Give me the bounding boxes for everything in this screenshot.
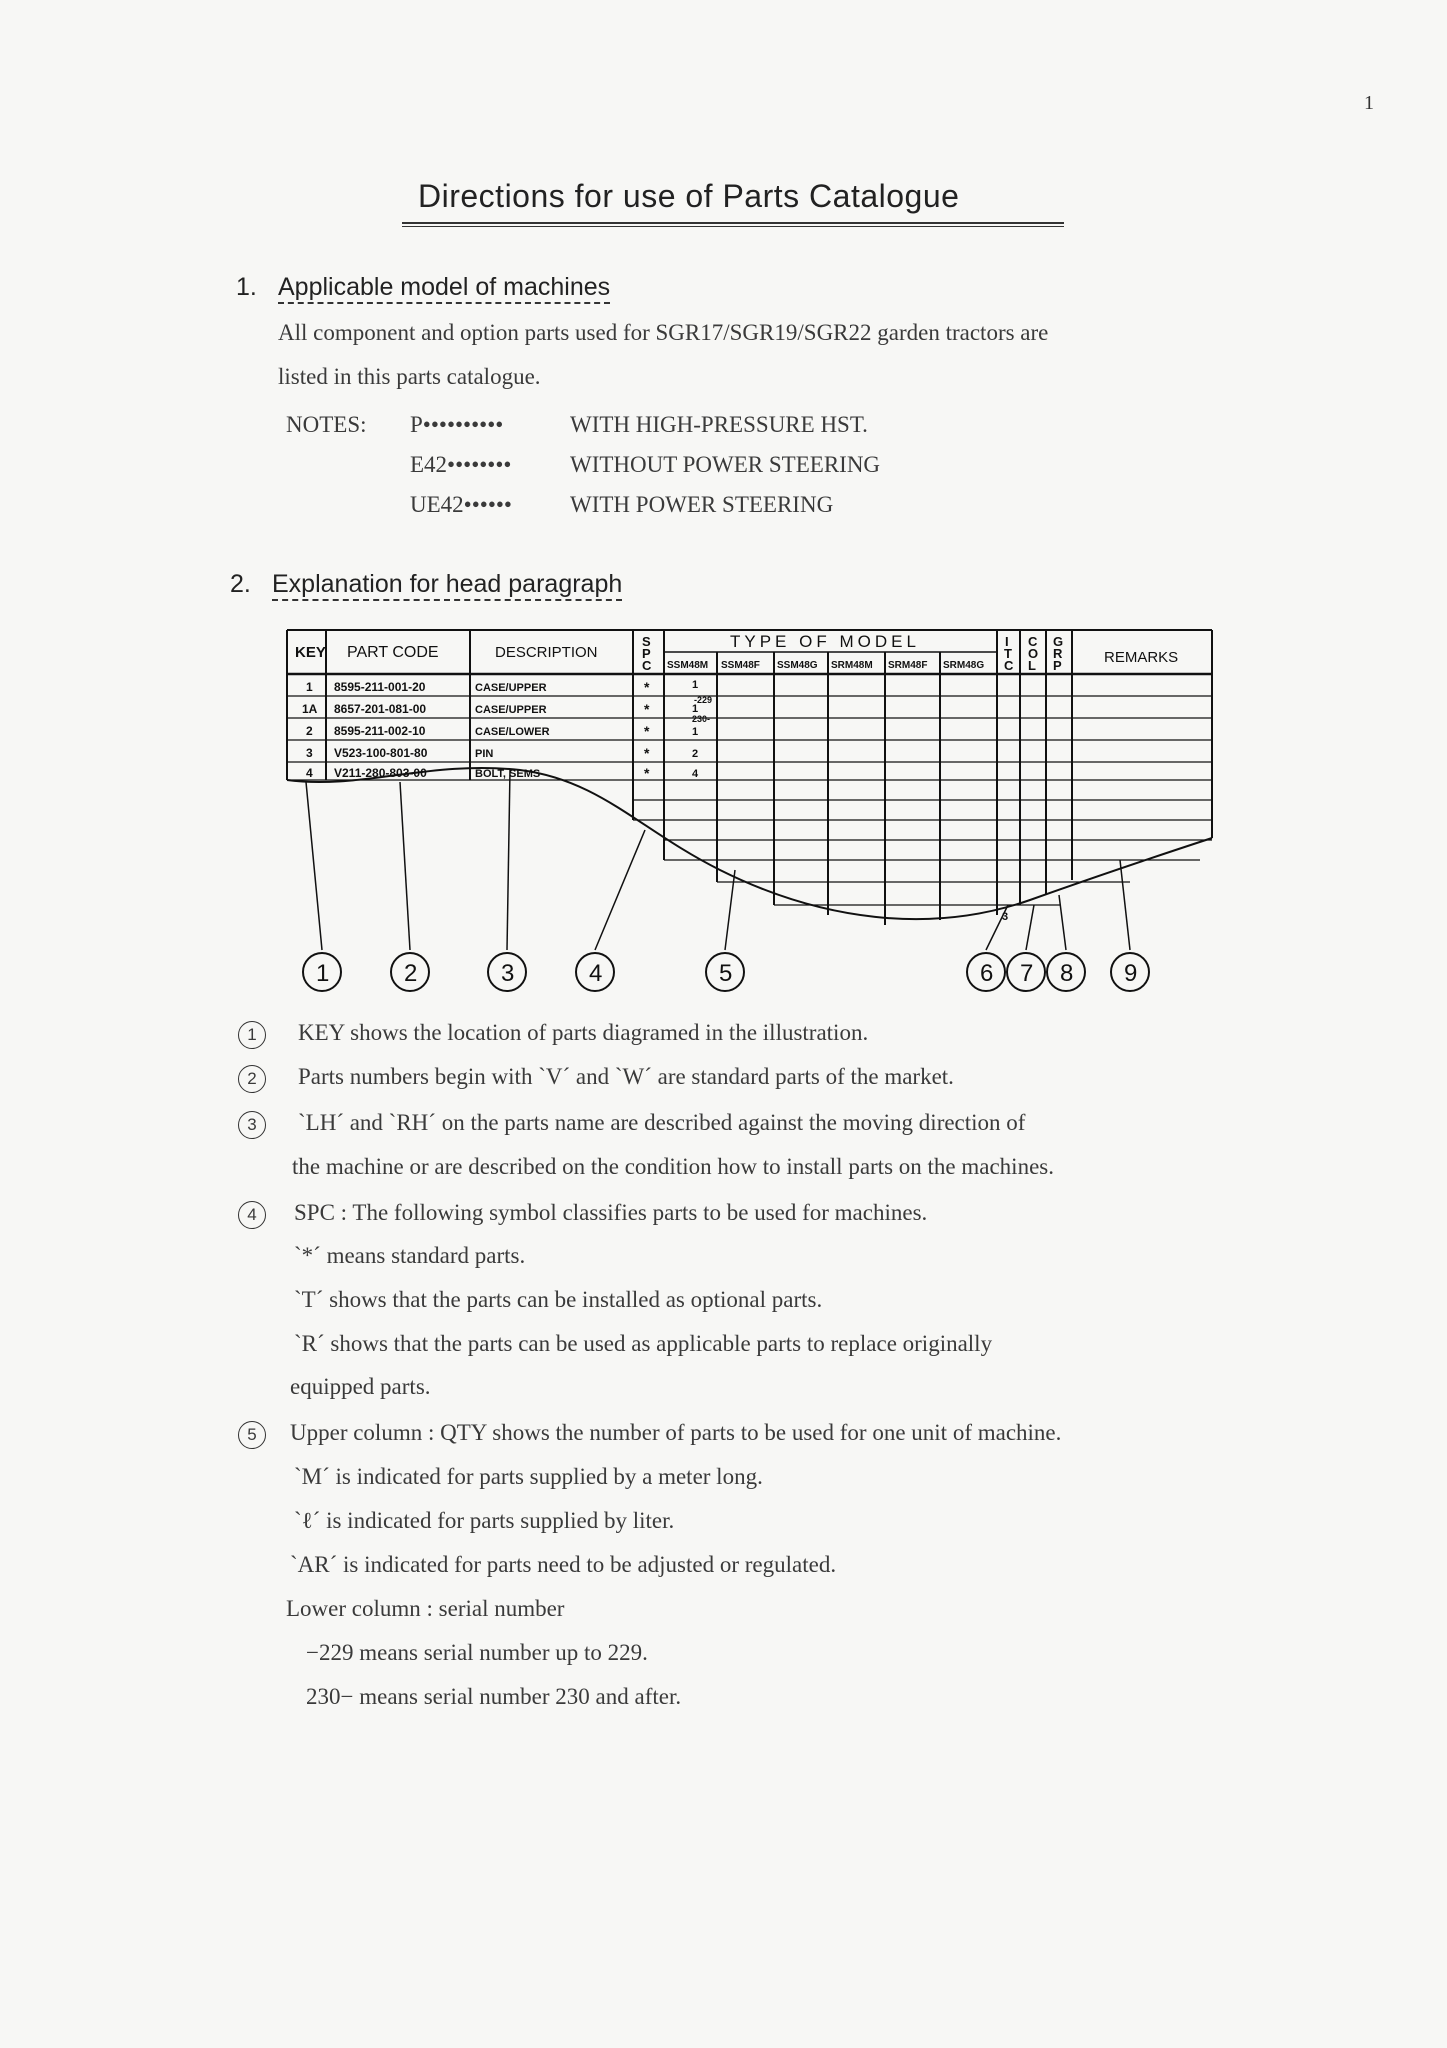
row-4-desc: PIN (475, 748, 494, 760)
header-key: KEY (295, 644, 326, 661)
note-key-2: E42•••••••• (410, 452, 512, 477)
callout-1: 1 (316, 960, 330, 987)
section-1-text-line2: listed in this parts catalogue. (278, 364, 541, 389)
header-model-3: SSM48G (777, 660, 818, 671)
explanation-4 (238, 1200, 928, 1229)
header-description: DESCRIPTION (495, 644, 598, 661)
spc-standard-line: `*´ means standard parts. (294, 1243, 526, 1268)
header-model-4: SRM48M (831, 660, 873, 671)
row-2-qty: 1 (692, 703, 699, 715)
page-title: Directions for use of Parts Catalogue (418, 178, 960, 214)
note-key-1: P•••••••••• (410, 412, 504, 437)
callout-7: 7 (1020, 960, 1034, 987)
explanation-5 (238, 1420, 1062, 1449)
header-col-l: L (1028, 658, 1036, 673)
explanation-2 (238, 1064, 954, 1093)
serial-after-line: 230− means serial number 230 and after. (306, 1684, 682, 1709)
callout-3: 3 (501, 960, 515, 987)
note-value-1: WITH HIGH-PRESSURE HST. (570, 412, 868, 437)
row-1-spc: * (644, 679, 650, 695)
marker-4: 4 (238, 1201, 266, 1229)
header-model-5: SRM48F (888, 660, 928, 671)
row-2-key: 1A (302, 702, 318, 716)
row-2-spc: * (644, 701, 650, 717)
callout-2: 2 (404, 960, 418, 987)
callout-8: 8 (1060, 960, 1074, 987)
qty-adjust-line: `AR´ is indicated for parts need to be adjusted or regulated. (290, 1552, 837, 1577)
header-model-6: SRM48G (943, 660, 985, 671)
itc-sample-value: 3 (1002, 911, 1009, 923)
row-2-desc: CASE/UPPER (475, 704, 547, 716)
header-col-c: C (1028, 634, 1038, 649)
header-model-1: SSM48M (667, 660, 709, 671)
spc-replace-line: `R´ shows that the parts can be used as applicable parts to replace originally (294, 1331, 993, 1356)
spc-optional-line: `T´ shows that the parts can be installed as optional parts. (294, 1287, 823, 1312)
row-4-code: V523-100-801-80 (334, 746, 428, 760)
row-2-code: 8657-201-081-00 (334, 702, 427, 716)
notes-label: NOTES: (286, 412, 367, 437)
marker-1: 1 (238, 1021, 266, 1049)
marker-2: 2 (238, 1065, 266, 1093)
row-5-qty: 4 (692, 768, 699, 780)
section-1-title: Applicable model of machines (278, 273, 610, 304)
header-spc-s: S (642, 634, 651, 649)
marker-3: 3 (238, 1111, 266, 1139)
header-remarks: REMARKS (1104, 649, 1179, 666)
note-value-2: WITHOUT POWER STEERING (570, 452, 881, 477)
row-5-desc: BOLT, SEMS (475, 768, 541, 780)
row-5-code: V211-280-803-00 (334, 766, 427, 780)
explanation-5-text: Upper column : QTY shows the number of parts to be used for one unit of machine. (290, 1420, 1062, 1445)
section-2-title: Explanation for head paragraph (272, 570, 622, 601)
callout-9: 9 (1124, 960, 1138, 987)
explanation-3 (238, 1110, 1026, 1139)
header-type-of-model: TYPE OF MODEL (730, 632, 920, 651)
section-1-number: 1. (236, 273, 257, 301)
section-2-number: 2. (230, 570, 251, 598)
row-4-qty: 2 (692, 748, 699, 760)
serial-before-line: −229 means serial number up to 229. (306, 1640, 648, 1665)
spc-replace-line-cont: equipped parts. (290, 1374, 431, 1399)
row-5-key: 4 (306, 766, 313, 780)
page-number: 1 (1364, 92, 1374, 114)
lower-column-line: Lower column : serial number (286, 1596, 565, 1621)
row-4-key: 3 (306, 746, 313, 760)
callout-6: 6 (980, 960, 994, 987)
row-1-key: 1 (306, 680, 313, 694)
header-grp-p: P (1053, 658, 1062, 673)
header-model-2: SSM48F (721, 660, 760, 671)
explanation-3-text: `LH´ and `RH´ on the parts name are described against the moving direction of (298, 1110, 1026, 1135)
marker-5: 5 (238, 1421, 266, 1449)
row-5-spc: * (644, 765, 650, 781)
header-col-o: O (1028, 646, 1039, 661)
note-value-3: WITH POWER STEERING (570, 492, 834, 517)
row-3-qty: 1 (692, 726, 699, 738)
callout-5: 5 (719, 960, 733, 987)
header-spc-c: C (642, 658, 652, 673)
explanation-2-text: Parts numbers begin with `V´ and `W´ are standard parts of the market. (298, 1064, 954, 1089)
row-3-code: 8595-211-002-10 (334, 724, 426, 738)
section-1-text-line1: All component and option parts used for SGR17/SGR19/SGR22 garden tractors are (278, 320, 1049, 345)
explanation-1 (238, 1020, 869, 1049)
header-grp-g: G (1053, 634, 1064, 649)
serial-before-label: -229 (694, 695, 713, 705)
explanation-1-text: KEY shows the location of parts diagramed in the illustration. (298, 1020, 869, 1045)
qty-liter-line: `ℓ´ is indicated for parts supplied by liter. (294, 1508, 675, 1533)
row-1-desc: CASE/UPPER (475, 682, 547, 694)
row-1-code: 8595-211-001-20 (334, 680, 426, 694)
row-4-spc: * (644, 745, 650, 761)
header-itc-c: C (1004, 658, 1014, 673)
header-itc-t: T (1004, 646, 1012, 661)
note-key-3: UE42•••••• (410, 492, 512, 517)
explanation-3-cont: the machine or are described on the condition how to install parts on the machines. (292, 1154, 1054, 1179)
row-3-desc: CASE/LOWER (475, 726, 550, 738)
qty-meter-line: `M´ is indicated for parts supplied by a meter long. (294, 1464, 763, 1489)
header-itc-i: I (1005, 634, 1009, 649)
row-1-qty: 1 (692, 679, 699, 691)
header-spc-p: P (642, 646, 651, 661)
serial-after-label: 230- (692, 714, 711, 724)
explanation-4-text: SPC : The following symbol classifies parts to be used for machines. (294, 1200, 928, 1225)
callout-4: 4 (589, 960, 603, 987)
row-3-spc: * (644, 723, 650, 739)
header-grp-r: R (1053, 646, 1063, 661)
row-3-key: 2 (306, 724, 313, 738)
header-part-code: PART CODE (347, 644, 439, 661)
